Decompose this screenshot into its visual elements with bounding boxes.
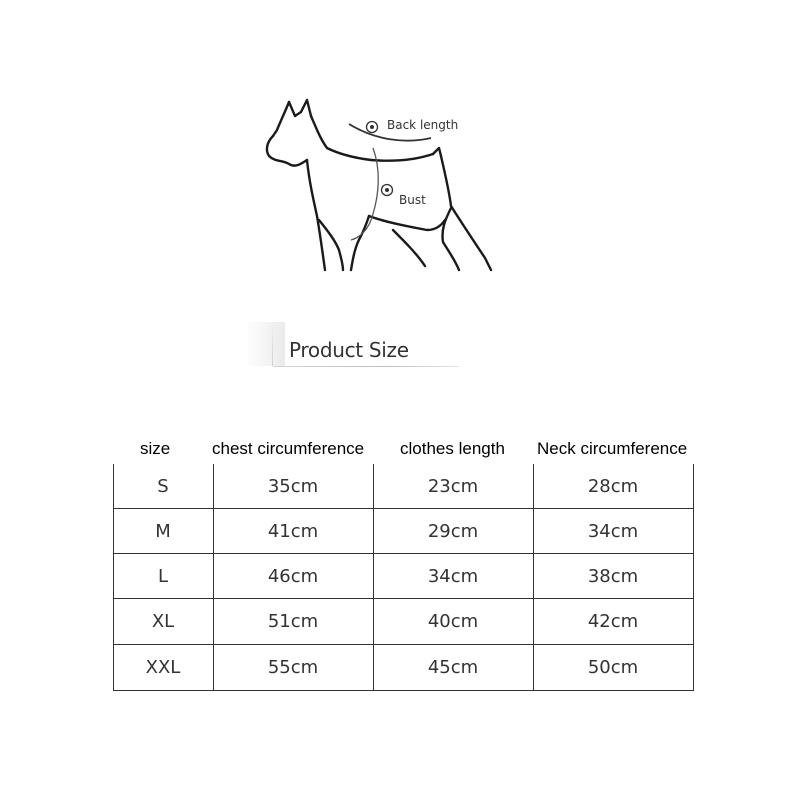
product-size-heading	[245, 320, 460, 370]
table-row	[113, 645, 695, 690]
target-icon	[367, 122, 378, 133]
column-header-size: size	[140, 439, 171, 458]
chest-cell: 41cm	[267, 521, 319, 542]
measurement-diagram	[255, 90, 515, 275]
page-title: Product Size	[289, 338, 409, 362]
column-header-length: clothes length	[400, 439, 505, 458]
target-icon	[382, 185, 393, 196]
table-row	[113, 554, 695, 599]
length-cell: 45cm	[427, 657, 479, 678]
bust-label: Bust	[399, 193, 426, 207]
chest-cell: 35cm	[267, 476, 319, 497]
length-cell: 29cm	[427, 521, 479, 542]
dog-silhouette-icon	[255, 90, 515, 275]
table-row	[113, 509, 695, 554]
length-cell: 40cm	[427, 611, 479, 632]
size-cell: S	[157, 476, 169, 497]
row-divider	[113, 690, 693, 691]
table-row	[113, 599, 695, 644]
neck-cell: 50cm	[587, 657, 639, 678]
neck-cell: 28cm	[587, 476, 639, 497]
size-cell: M	[155, 521, 171, 542]
size-cell: L	[157, 566, 169, 587]
heading-underline	[273, 366, 459, 367]
length-cell: 34cm	[427, 566, 479, 587]
column-header-chest: chest circumference	[212, 439, 365, 458]
heading-shade	[245, 322, 285, 366]
size-cell: XXL	[145, 657, 181, 678]
back-length-label: Back length	[387, 118, 459, 132]
neck-cell: 42cm	[587, 611, 639, 632]
chest-cell: 51cm	[267, 611, 319, 632]
table-row	[113, 464, 695, 509]
neck-cell: 38cm	[587, 566, 639, 587]
chest-cell: 46cm	[267, 566, 319, 587]
chest-cell: 55cm	[267, 657, 319, 678]
heading-divider	[272, 326, 273, 366]
column-header-neck: Neck circumference	[537, 439, 688, 458]
neck-cell: 34cm	[587, 521, 639, 542]
length-cell: 23cm	[427, 476, 479, 497]
size-cell: XL	[151, 611, 175, 632]
table-grid	[113, 464, 695, 692]
